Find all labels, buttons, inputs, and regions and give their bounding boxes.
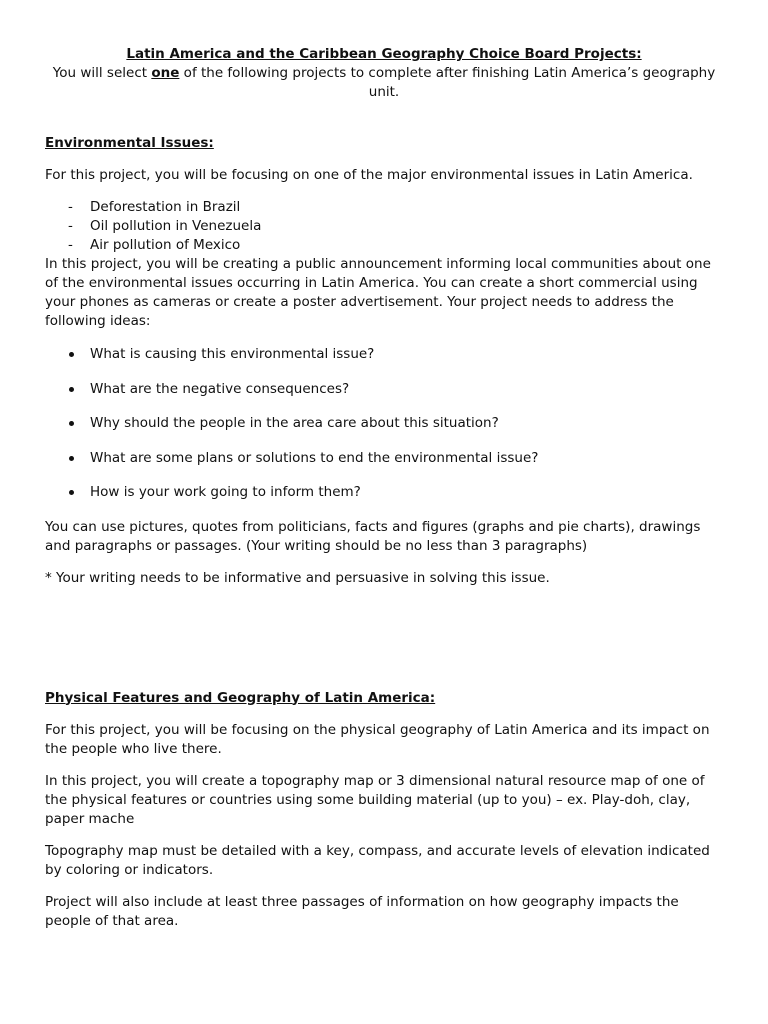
intro-text [45,64,723,102]
intro-emphasis: one [151,65,180,81]
title-block [45,45,723,102]
physical-lead: For this project, you will be focusing on the physical geography of Latin America and its impact on the people who live there. [45,721,710,757]
list-item: - Air pollution of Mexico [45,236,723,255]
intro-after: of the following projects to complete after finishing Latin America’s geography unit. [179,65,716,100]
environmental-section [45,134,723,588]
list-item: What is causing this environmental issue? [45,345,723,364]
environmental-heading: Environmental Issues: [45,135,214,151]
physical-passages: Project will also include at least three passages of information on how geography impacts the people of that area. [45,893,679,929]
issues-list [45,198,723,255]
physical-map-requirements: Topography map must be detailed with a key, compass, and accurate levels of elevation indicated by coloring or indicators. [45,842,710,878]
list-item: - Oil pollution in Venezuela [45,217,723,236]
list-item: What are the negative consequences? [45,380,723,399]
list-item: How is your work going to inform them? [45,483,723,502]
list-item: - Deforestation in Brazil [45,198,723,217]
environmental-lead: For this project, you will be focusing on one of the major environmental issues in Latin America. [45,167,693,183]
document-title: Latin America and the Caribbean Geography Choice Board Projects: [126,46,642,62]
list-item: Why should the people in the area care about this situation? [45,414,723,433]
environmental-task: In this project, you will be creating a public announcement informing local communities about one of the environmental issues occurring in Latin America. You can create a short commercial using your phones as cameras or create a poster advertisement. Your project needs to address the following ideas: [45,256,711,329]
intro-before: You will select [52,65,152,81]
physical-heading: Physical Features and Geography of Latin America: [45,689,436,706]
physical-section [45,689,723,931]
environmental-materials: You can use pictures, quotes from politicians, facts and figures (graphs and pie charts), drawings and paragraphs or passages. (Your writing should be no less than 3 paragraphs) [45,518,701,554]
physical-task: In this project, you will create a topography map or 3 dimensional natural resource map of one of the physical features or countries using some building material (up to you) – ex. Play-doh, clay, paper mache [45,772,705,827]
environmental-note: * Your writing needs to be informative and persuasive in solving this issue. [45,569,550,586]
list-item: What are some plans or solutions to end the environmental issue? [45,449,723,468]
questions-list [45,345,723,502]
